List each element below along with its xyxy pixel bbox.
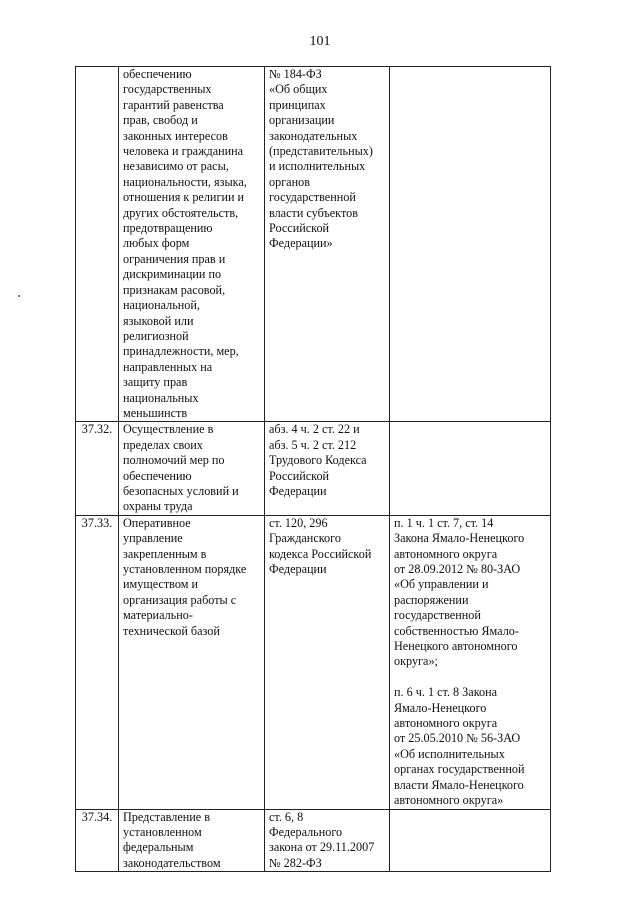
scan-speck [18, 295, 20, 297]
regional-basis-cell [390, 67, 551, 422]
table-row [76, 515, 551, 809]
federal-basis-cell: № 184-ФЗ «Об общих принципах организации законодательных (представительных) и исполнительных органов государственной власти субъектов Российской Федерации» [265, 67, 390, 422]
table-row [76, 422, 551, 515]
row-number-cell [76, 67, 119, 422]
page-number: 101 [309, 34, 331, 49]
power-name-cell: Представление в установленном федеральным законодательством [119, 809, 265, 872]
regional-basis-cell: п. 1 ч. 1 ст. 7, ст. 14 Закона Ямало-Ненецкого автономного округа от 28.09.2012 № 80-ЗАО «Об управлении и распоряжении государственной собственностью Ямало- Ненецкого автономного округа»; п. 6 ч. 1 ст. 8 Закона Ямало-Ненецкого автономного округа от 25.05.2010 № 56-ЗАО «Об исполнительных органах государственной власти Ямало-Ненецкого автономного округа» [390, 515, 551, 809]
regional-basis-cell [390, 809, 551, 872]
table-row [76, 67, 551, 422]
table-row [76, 809, 551, 872]
federal-basis-cell: ст. 120, 296 Гражданского кодекса Российской Федерации [265, 515, 390, 809]
power-name-cell: Оперативное управление закрепленным в установленном порядке имуществом и организация работы с материально- технической базой [119, 515, 265, 809]
row-number-cell: 37.34. [76, 809, 119, 872]
row-number-cell: 37.33. [76, 515, 119, 809]
regional-basis-cell [390, 422, 551, 515]
powers-table [75, 66, 551, 872]
power-name-cell: Осуществление в пределах своих полномочий мер по обеспечению безопасных условий и охраны труда [119, 422, 265, 515]
federal-basis-cell: ст. 6, 8 Федерального закона от 29.11.2007 № 282-ФЗ [265, 809, 390, 872]
row-number-cell: 37.32. [76, 422, 119, 515]
power-name-cell: обеспечению государственных гарантий равенства прав, свобод и законных интересов человека и гражданина независимо от расы, национальности, языка, отношения к религии и других обстоятельств, предотвращению любых форм ограничения прав и дискриминации по признакам расовой, национальной, языковой или религиозной принадлежности, мер, направленных на защиту прав национальных меньшинств [119, 67, 265, 422]
federal-basis-cell: абз. 4 ч. 2 ст. 22 и абз. 5 ч. 2 ст. 212 Трудового Кодекса Российской Федерации [265, 422, 390, 515]
